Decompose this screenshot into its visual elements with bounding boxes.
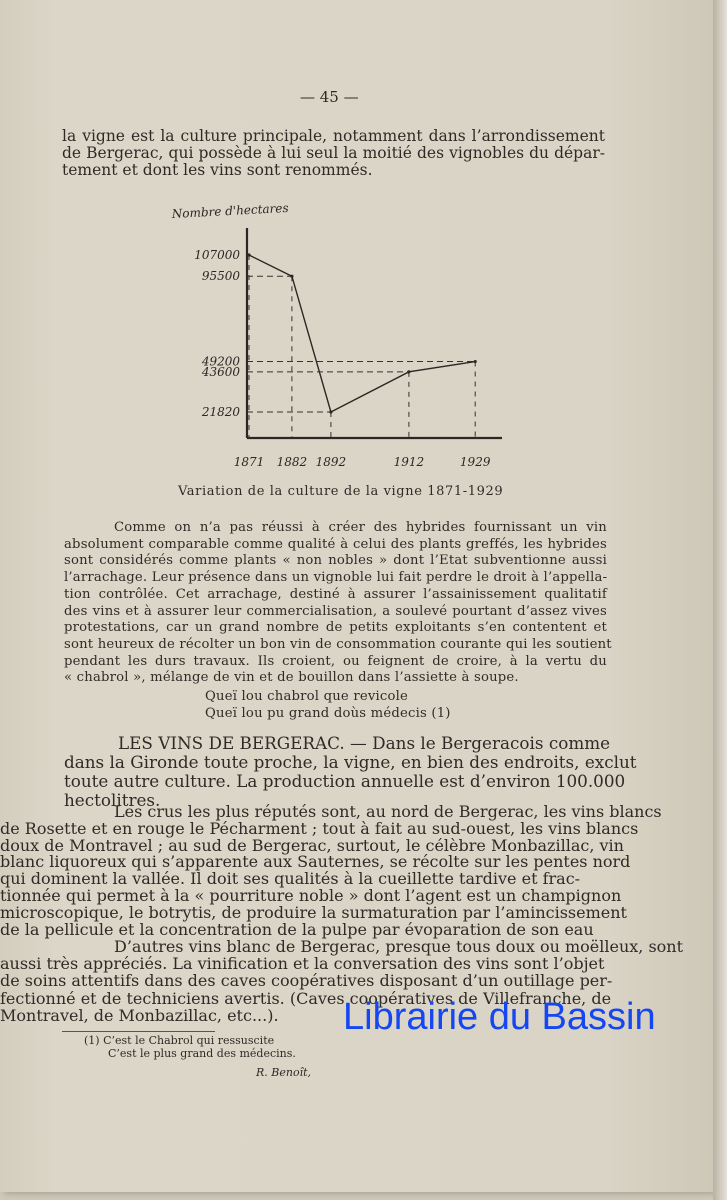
- footnote-rule: [62, 1031, 215, 1032]
- verse-line: Queï lou chabrol que revicole: [205, 689, 409, 704]
- vine-culture-chart: [0, 0, 727, 480]
- verse-line: Queï lou pu grand doùs médecis (1): [205, 705, 451, 721]
- text-line: tement et dont les vins sont renommés.: [62, 161, 373, 179]
- text-line: absolument comparable comme qualité à celui des plants greffés, les hybrides: [64, 536, 607, 552]
- text-line: D’autres vins blanc de Bergerac, presque tous doux ou moëlleux, sont: [114, 937, 684, 956]
- text-line: LES VINS DE BERGERAC. — Dans le Bergeracois comme: [118, 733, 611, 753]
- text-line: toute autre culture. La production annuelle est d’environ 100.000: [64, 771, 626, 791]
- text-line: « chabrol », mélange de vin et de bouillon dans l’assiette à soupe.: [64, 670, 519, 686]
- watermark: Librairie du Bassin: [343, 996, 656, 1038]
- y-tick-label: 95500: [201, 269, 240, 284]
- text-line: Montravel, de Monbazillac, etc...).: [0, 1005, 279, 1025]
- text-line: protestations, car un grand nombre de petits exploitants s’en contentent et: [64, 620, 607, 636]
- text-line: de Rosette et en rouge le Pécharment ; tout à fait au sud-ouest, les vins blancs: [0, 818, 639, 838]
- text-line: microscopique, le botrytis, de produire la surmaturation par l’amincissement: [0, 902, 627, 922]
- text-line: la vigne est la culture principale, notamment dans l’arrondissement: [62, 127, 605, 145]
- y-tick-label: 21820: [201, 405, 240, 419]
- x-tick-label: 1892: [315, 455, 347, 469]
- data-point: [247, 253, 250, 256]
- y-tick-label: 107000: [194, 248, 240, 263]
- text-line: qui dominent la vallée. Il doit ses qualités à la cueillette tardive et frac-: [0, 869, 581, 889]
- text-line: fectionné et de techniciens avertis. (Caves coopératives de Villefranche, de: [0, 988, 612, 1008]
- text-line: l’arrachage. Leur présence dans un vignoble lui fait perdre le droit à l’appella-: [64, 570, 608, 586]
- footnote-author: R. Benoît,: [256, 1066, 312, 1079]
- text-line: tionnée qui permet à la « pourriture noble » dont l’agent est un champignon: [0, 886, 622, 905]
- data-point: [329, 410, 332, 413]
- footnote-line: C’est le plus grand des médecins.: [108, 1047, 296, 1060]
- y-tick-label: 49200: [201, 354, 240, 369]
- text-line: dans la Gironde toute proche, la vigne, en bien des endroits, exclut: [64, 752, 637, 772]
- text-line: tion contrôlée. Cet arrachage, destiné à assurer l’assainissement qualitatif: [64, 586, 607, 602]
- text-line: de soins attentifs dans des caves coopératives disposant d’un outillage per-: [0, 971, 613, 991]
- text-line: aussi très appréciés. La vinification et la conversation des vins sont l’objet: [0, 954, 605, 974]
- data-point: [407, 370, 410, 373]
- series-line: [249, 255, 475, 412]
- page-number: — 45 —: [300, 88, 359, 106]
- text-line: sont considérés comme plants « non nobles » dont l’Etat subventionne aussi: [64, 553, 607, 569]
- chart-caption: Variation de la culture de la vigne 1871-1929: [178, 484, 504, 499]
- text-line: pendant les durs travaux. Ils croient, ou feignent de croire, à la vertu du: [64, 653, 607, 669]
- x-tick-label: 1871: [233, 455, 265, 469]
- footnote-line: (1) C’est le Chabrol qui ressuscite: [84, 1034, 275, 1047]
- text-line: des vins et à assurer leur commercialisation, a soulevé pourtant d’assez vives: [64, 603, 607, 619]
- x-tick-label: 1882: [276, 455, 308, 469]
- text-line: de la pellicule et la concentration de la pulpe par évoparation de son eau: [0, 919, 594, 939]
- text-line: blanc liquoreux qui s’apparente aux Sauternes, se récolte sur les pentes nord: [0, 852, 631, 872]
- text-line: Comme on n’a pas réussi à créer des hybrides fournissant un vin: [114, 520, 607, 535]
- y-tick-label: 43600: [201, 364, 240, 379]
- text-line: hectolitres.: [64, 790, 161, 810]
- data-point: [290, 275, 293, 278]
- text-line: doux de Montravel ; au sud de Bergerac, surtout, le célèbre Monbazillac, vin: [0, 835, 624, 855]
- text-line: Les crus les plus réputés sont, au nord de Bergerac, les vins blancs: [114, 802, 662, 821]
- x-tick-label: 1912: [393, 455, 425, 469]
- text-line: sont heureux de récolter un bon vin de consommation courante qui les soutient: [64, 636, 612, 652]
- data-point: [474, 360, 477, 363]
- y-axis-title: Nombre d'hectares: [171, 200, 289, 221]
- x-tick-label: 1929: [459, 455, 491, 469]
- text-line: de Bergerac, qui possède à lui seul la moitié des vignobles du dépar-: [62, 144, 605, 162]
